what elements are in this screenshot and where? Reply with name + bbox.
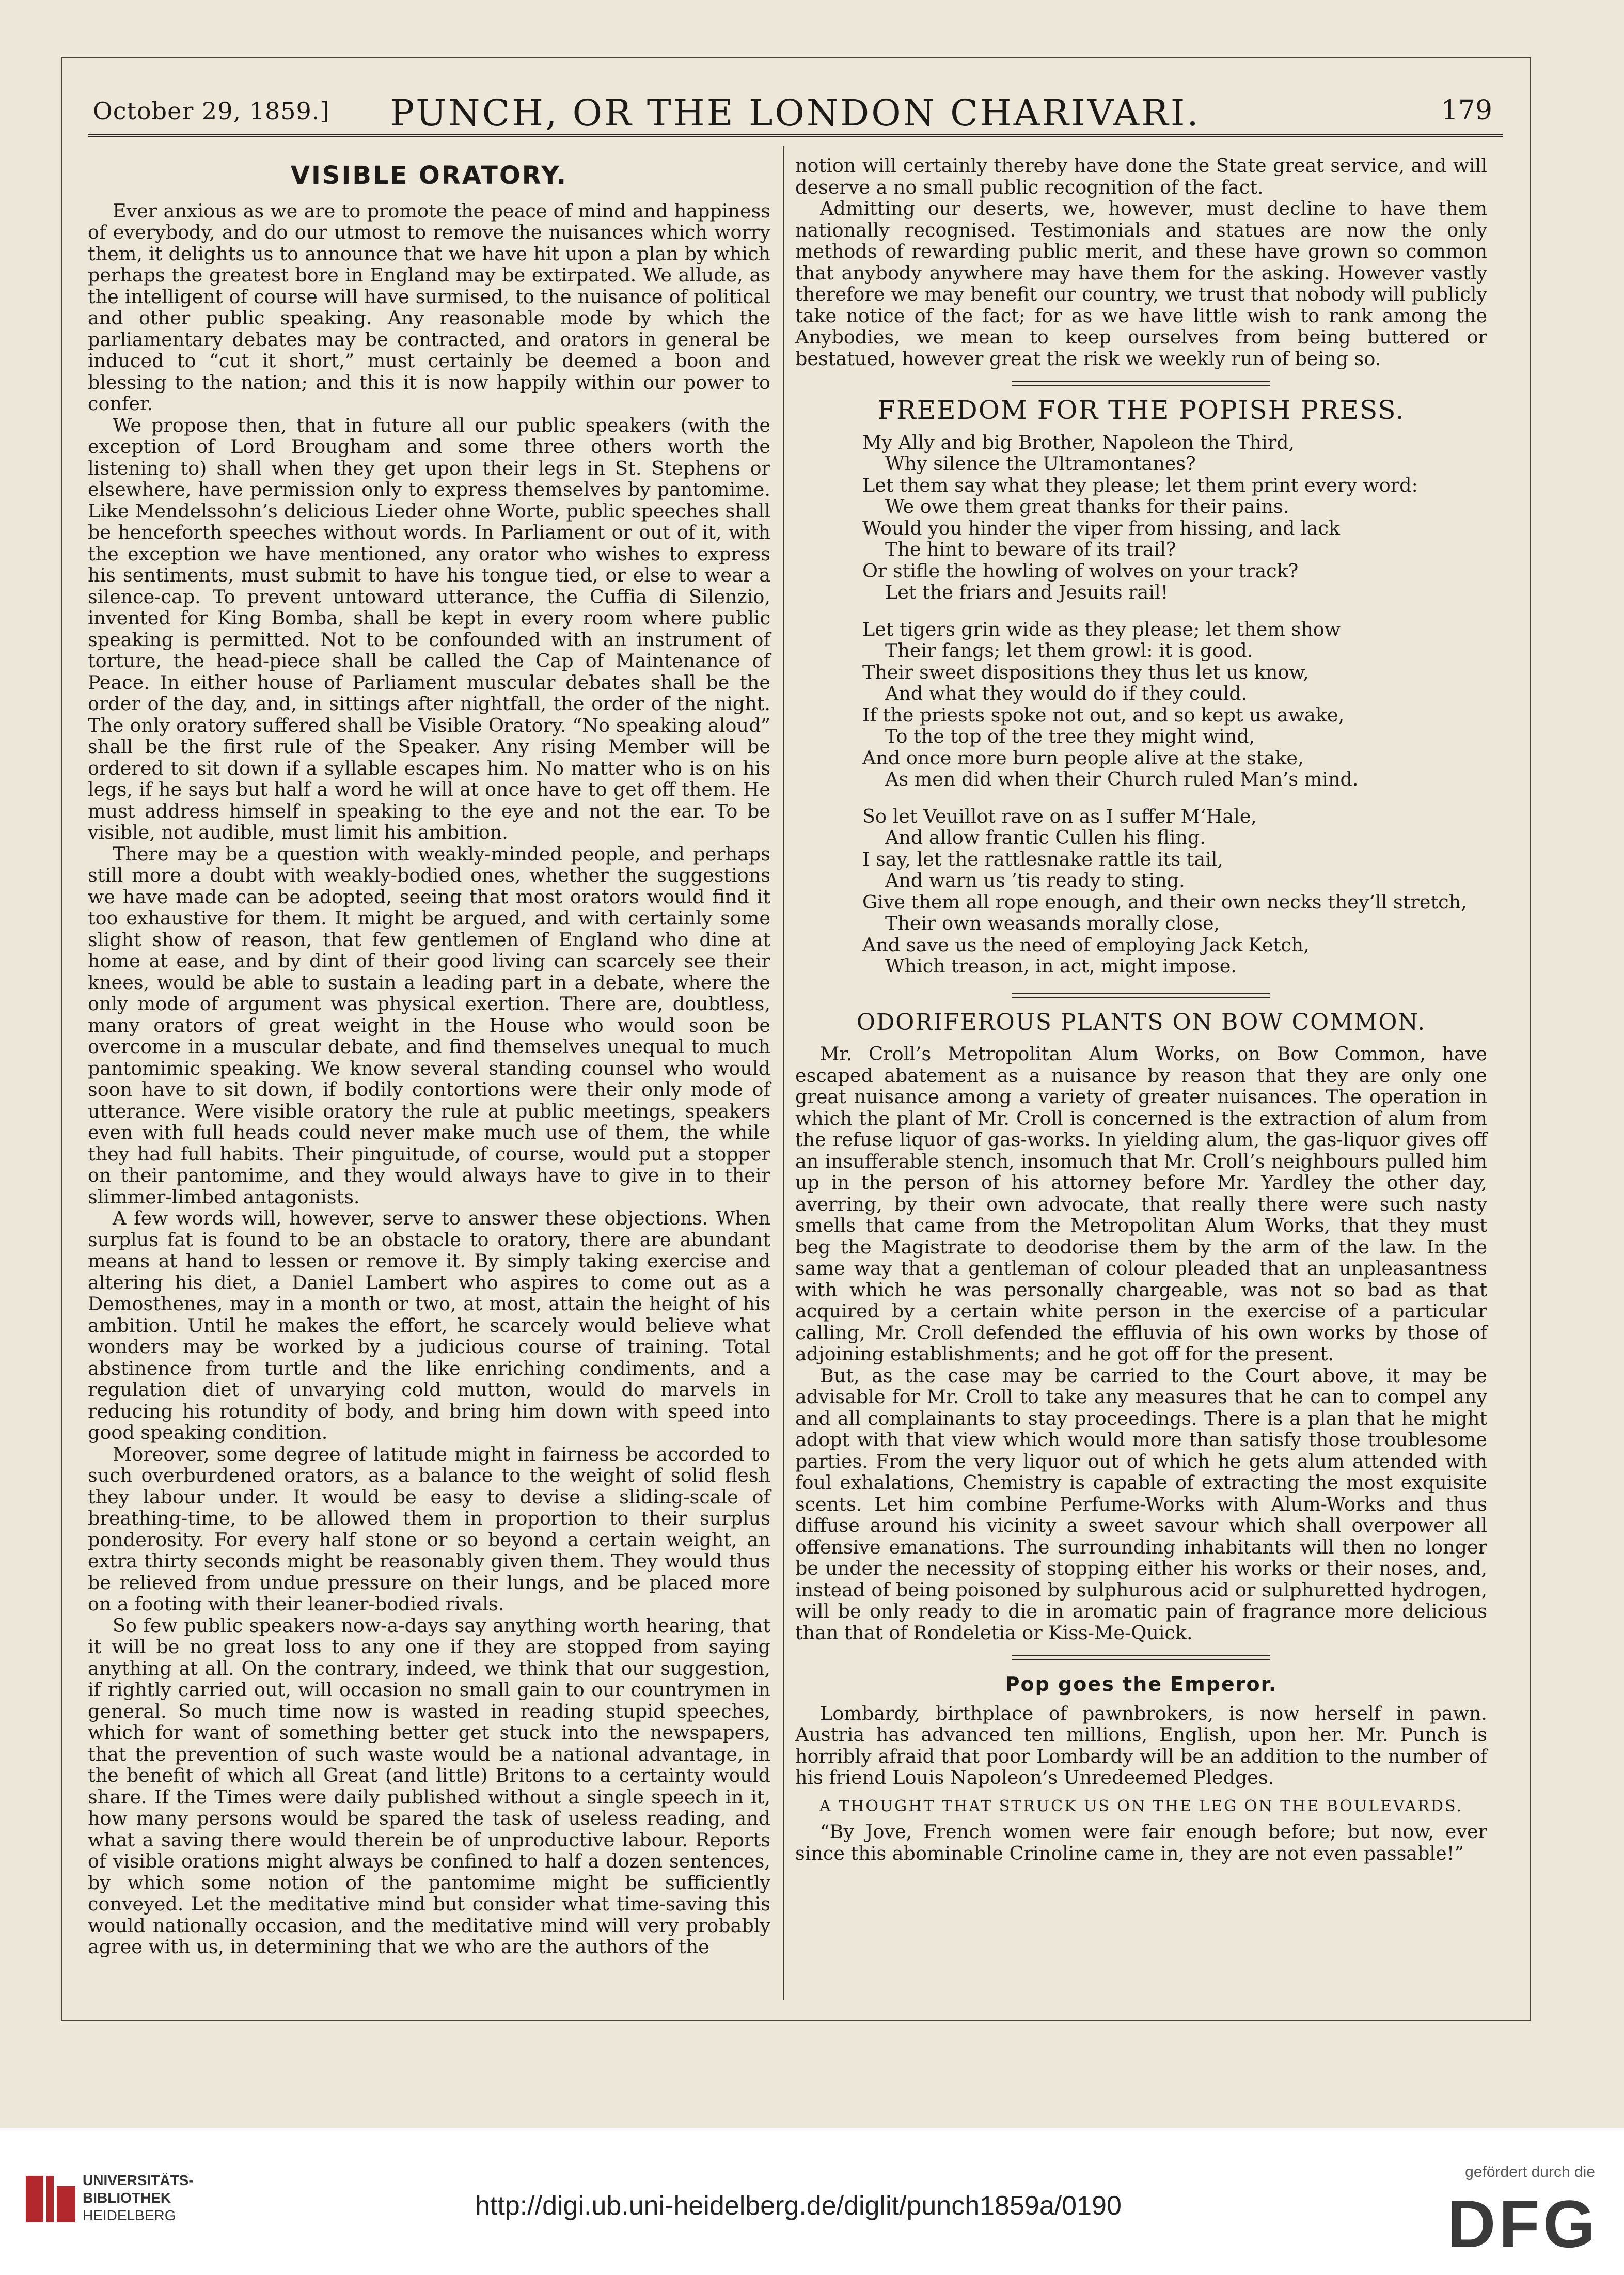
article-paragraph: A few words will, however, serve to answer these objections. When surplus fat is found to be an obstacle to oratory, there are abundant means at hand to lessen or remove it. By simply taking exercise and altering his diet, a Daniel Lambert who aspires to come out as a Demosthenes, may in a month or two, at most, attain the height of his ambition. Until he makes the effort, he scarcely would believe what wonders may be worked by a judicious course of training. Total abstinence from turtle and the like enriching condiments, and a regulation diet of unvarying cold mutton, would do marvels in reducing his rotundity of body, and bring him down with speed into good speaking condition. [88, 1207, 770, 1444]
article-paragraph: notion will certainly thereby have done the State great service, and will deserve a no small public recognition of the fact. [795, 154, 1487, 198]
section-separator [1012, 1655, 1270, 1660]
page-header [88, 88, 1503, 137]
column-divider [783, 146, 784, 2000]
poem-line: Why silence the Ultramontanes? [885, 452, 1196, 475]
article-paragraph: Lombardy, birthplace of pawnbrokers, is now herself in pawn. Austria has advanced ten millions, English, upon her. Mr. Punch is horribly afraid that poor Lombardy will be an addition to the number of his friend Louis Napoleon’s Unredeemed Pledges. [795, 1702, 1487, 1788]
page-number: 179 [1441, 95, 1492, 126]
masthead-title: PUNCH, OR THE LONDON CHARIVARI. [390, 92, 1201, 134]
poem-line: Would you hinder the viper from hissing, and lack [862, 516, 1341, 539]
poem-line: The hint to beware of its trail? [885, 538, 1176, 560]
section-separator [1012, 993, 1270, 998]
source-url-link[interactable]: http://digi.ub.uni-heidelberg.de/diglit/punch1859a/0190 [475, 2191, 1122, 2221]
poem-heading: FREEDOM FOR THE POPISH PRESS. [877, 395, 1405, 425]
library-logo[interactable] [23, 2128, 194, 2275]
poem-line: As men did when their Church ruled Man’s mind. [885, 768, 1359, 790]
poem-line: I say, let the rattlesnake rattle its tail, [862, 848, 1224, 870]
poem-line: And once more burn people alive at the stake, [862, 746, 1304, 769]
poem-line: And save us the need of employing Jack Ketch, [862, 933, 1310, 956]
article-paragraph: So few public speakers now-a-days say anything worth hearing, that it will be no great loss to any one if they are stopped from saying anything at all. On the contrary, indeed, we think that our suggestion, if rightly carried out, will occasion no small gain to our countrymen in general. So much time now is wasted in reading stupid speeches, which for want of something better get stuck into the newspapers, that the prevention of such waste would be a national advantage, in the benefit of which all Great (and little) Britons to a certainty would share. If the Times were daily published without a single speech in it, how many persons would be spared the task of useless reading, and what a saving there would therein be of unproductive labour. Reports of visible orations might always be confined to half a dozen sentences, by which some notion of the pantomime might be sufficiently conveyed. Let the meditative mind but consider what time-saving this would nationally occasion, and the meditative mind will very probably agree with us, in determining that we who are the authors of the [88, 1614, 770, 1958]
poem-stanza [862, 619, 1487, 790]
article-paragraph: Mr. Croll’s Metropolitan Alum Works, on Bow Common, have escaped abatement as a nuisance by reason that they are only one great nuisance among a variety of greater nuisances. The operation in which the plant of Mr. Croll is concerned is the extraction of alum from the refuse liquor of gas-works. In yielding alum, the gas-liquor gives off an insufferable stench, insomuch that Mr. Croll’s neighbours pulled him up in the person of his attorney before Mr. Yardley the other day, averring, by their own advocate, that really there were such nasty smells that came from the Metropolitan Alum Works, that they must beg the Magistrate to deodorise them by the arm of the law. In the same way that a gentleman of colour pleaded that an unpleasantness with which he was personally chargeable, was not so bad as that acquired by a certain white person in the exercise of a particular calling, Mr. Croll defended the effluvia of his own works by those of adjoining establishments; and he got off for the present. [795, 1043, 1487, 1365]
funded-by-label: gefördert durch die [1465, 2163, 1595, 2180]
article-paragraph: Ever anxious as we are to promote the peace of mind and happiness of everybody, and do our utmost to remove the nuisances which worry them, it delights us to announce that we have hit upon a plan by which perhaps the greatest bore in England may be extirpated. We allude, as the intelligent of course will have surmised, to the nuisance of political and other public speaking. Any reasonable mode by which the parliamentary debates may be contracted, and orators in general be induced to “cut it short,” must certainly be deemed a boon and blessing to the nation; and this it is now happily within our power to confer. [88, 199, 770, 415]
article-paragraph: We propose then, that in future all our public speakers (with the exception of Lord Brougham and some three others worth the listening to) shall when they get upon their legs in St. Stephens or elsewhere, have permission only to express themselves by pantomime. Like Mendelssohn’s delicious Lieder ohne Worte, public speeches shall be henceforth speeches without words. In Parliament or out of it, with the exception we have mentioned, any orator who wishes to express his sentiments, must submit to have his tongue tied, or else to wear a silence-cap. To prevent untoward utterance, the Cuffia di Silenzio, invented for King Bomba, shall be kept in every room where public speaking is permitted. Not to be confounded with an instrument of torture, the head-piece shall be called the Cap of Maintenance of Peace. In either house of Parliament muscular debates shall be the order of the day, and, in sittings after nightfall, the order of the night. The only oratory suffered shall be Visible Oratory. “No speaking aloud” shall be the first rule of the Speaker. Any rising Member will be ordered to sit down if a syllable escapes him. No matter who is on his legs, if he says but half a word he will at once have to get off them. He must address himself in speaking to the eye and not the ear. To be visible, not audible, must limit his ambition. [88, 414, 770, 843]
poem-line: Let tigers grin wide as they please; let them show [862, 618, 1341, 640]
poem-line: If the priests spoke not out, and so kept us awake, [862, 703, 1345, 726]
digitization-footer [0, 2128, 1624, 2275]
poem-line: Let them say what they please; let them print every word: [862, 474, 1418, 496]
poem-stanza [862, 806, 1487, 977]
poem-line: Let the friars and Jesuits rail! [885, 581, 1169, 603]
poem-stanza [862, 432, 1487, 603]
article-heading-odoriferous: ODORIFEROUS PLANTS ON BOW COMMON. [856, 1009, 1426, 1035]
dfg-logo[interactable]: DFG [1447, 2186, 1598, 2262]
poem-line: We owe them great thanks for their pains. [885, 495, 1289, 517]
poem-line: Which treason, in act, might impose. [885, 955, 1237, 977]
right-column [795, 155, 1487, 1864]
poem [862, 432, 1487, 977]
article-paragraph: But, as the case may be carried to the Court above, it may be advisable for Mr. Croll to take any measures that he can to compel any and all complainants to stay proceedings. There is a plan that he might adopt with that view which would more than satisfy those troublesome parties. From the very liquor out of which he gets alum attended with foul exhalations, Chemistry is capable of extracting the most exquisite scents. Let him combine Perfume-Works with Alum-Works and thus diffuse around his vicinity a sweet savour which shall overpower all offensive emanations. The surrounding inhabitants will then no longer be under the necessity of stopping either his works or their noses, and, instead of being poisoned by sulphurous acid or sulphuretted hydrogen, will be only ready to die in aromatic pain of fragrance more delicious than that of Rondeletia or Kiss-Me-Quick. [795, 1364, 1487, 1644]
article-paragraph: “By Jove, French women were fair enough before; but now, ever since this abominable Crinoline came in, they are not even passable!” [795, 1821, 1487, 1864]
section-separator [1012, 381, 1270, 386]
poem-line: Their fangs; let them growl: it is good. [885, 639, 1253, 662]
article-heading-visible-oratory: VISIBLE ORATORY. [290, 161, 568, 190]
poem-line: Give them all rope enough, and their own necks they’ll stretch, [862, 890, 1467, 913]
poem-line: So let Veuillot rave on as I suffer M‘Hale, [862, 805, 1257, 827]
poem-line: Their sweet dispositions they thus let us know, [862, 661, 1309, 683]
article-paragraph: There may be a question with weakly-minded people, and perhaps still more a doubt with weakly-bodied ones, whether the suggestions we have made can be adopted, seeing that most orators would find it too exhaustive for them. It might be argued, and with certainly some slight show of reason, that few gentlemen of England who dine at home at ease, and by dint of their good living can scarcely see their knees, would be able to sustain a leading part in a debate, where the only mode of argument was physical exertion. There are, doubtless, many orators of great weight in the House who would soon be overcome in a muscular debate, and find themselves unequal to much pantomimic speaking. We know several standing counsel who would soon have to sit down, if bodily contortions were their only mode of utterance. Were visible oratory the rule at public meetings, speakers even with full heads could never make much use of them, the while they had full habits. Their pinguitude, of course, would put a stopper on their pantomime, and they would always have to give in to their slimmer-limbed antagonists. [88, 842, 770, 1208]
article-paragraph: Moreover, some degree of latitude might in fairness be accorded to such overburdened orators, as a balance to the weight of solid flesh they labour under. It would be easy to devise a sliding-scale of breathing-time, to be allowed them in proportion to their surplus ponderosity. For every half stone or so beyond a certain weight, an extra thirty seconds might be reasonably given them. They would thus be relieved from undue pressure on their lungs, and be placed more on a footing with their leaner-bodied rivals. [88, 1442, 770, 1615]
poem-line: And what they would do if they could. [885, 682, 1248, 704]
library-seal-icon [23, 2171, 80, 2227]
poem-line: And allow frantic Cullen his fling. [885, 826, 1206, 849]
issue-date: October 29, 1859.] [93, 97, 330, 125]
article-heading-pop-goes: Pop goes the Emperor. [1005, 1673, 1278, 1696]
article-heading-boulevards: A THOUGHT THAT STRUCK US ON THE LEG ON THE BOULEVARDS. [819, 1797, 1463, 1815]
poem-line: My Ally and big Brother, Napoleon the Third, [862, 431, 1295, 453]
left-column [88, 155, 770, 1958]
poem-line: Their own weasands morally close, [885, 912, 1220, 934]
poem-line: To the top of the tree they might wind, [885, 725, 1255, 747]
library-name: UNIVERSITÄTS- BIBLIOTHEK HEIDELBERG [83, 2172, 194, 2223]
article-paragraph: Admitting our deserts, we, however, must decline to have them nationally recognised. Testimonials and statues are now the only methods of rewarding public merit, and these have grown so common that anybody anywhere may have them for the asking. However vastly therefore we may benefit our country, we trust that nobody will publicly take notice of the fact; for as we have little wish to rank among the Anybodies, we mean to keep ourselves from being buttered or bestatued, however great the risk we weekly run of being so. [795, 197, 1487, 370]
poem-line: Or stifle the howling of wolves on your track? [862, 559, 1299, 582]
poem-line: And warn us ’tis ready to sting. [885, 869, 1185, 891]
